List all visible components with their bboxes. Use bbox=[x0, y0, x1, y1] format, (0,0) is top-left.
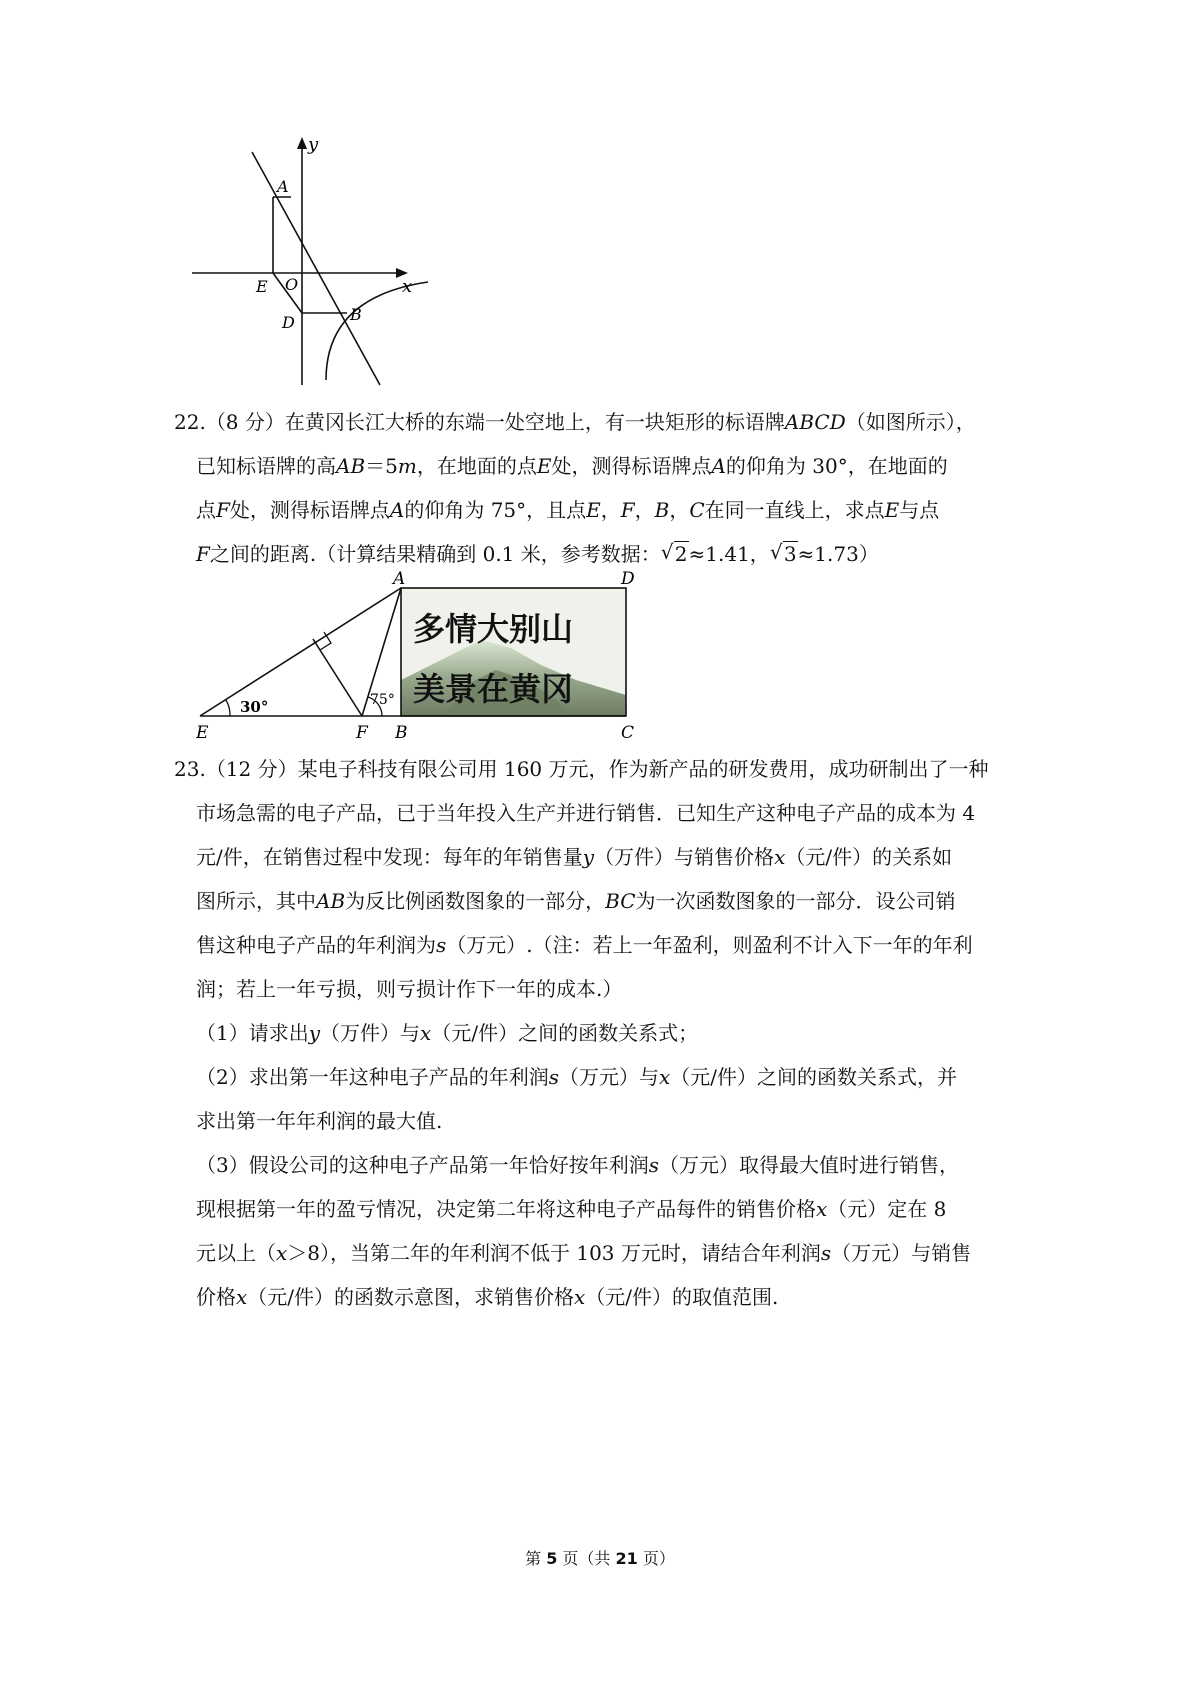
point-c-label: C bbox=[621, 723, 635, 743]
q23-line-1: 23.（12 分）某电子科技有限公司用 160 万元，作为新产品的研发费用，成功研制出了一种 bbox=[174, 757, 989, 781]
q23-line-4: 图所示，其中AB为反比例函数图象的一部分，BC为一次函数图象的一部分．设公司销 bbox=[196, 889, 956, 913]
coordinate-figure bbox=[190, 130, 430, 390]
point-b-label: B bbox=[395, 723, 408, 743]
billboard-figure bbox=[196, 570, 656, 745]
point-a-label: A bbox=[393, 570, 406, 589]
page-number: 5 bbox=[546, 1549, 558, 1568]
point-d-label: D bbox=[282, 313, 295, 332]
q23-part-2-line-2: 求出第一年年利润的最大值. bbox=[196, 1109, 443, 1133]
q23-part-3: （3）假设公司的这种电子产品第一年恰好按年利润s（万元）取得最大值时进行销售， bbox=[196, 1153, 959, 1177]
angle-30-label: 30° bbox=[240, 698, 269, 716]
q22-line-1: 22.（8 分）在黄冈长江大桥的东端一处空地上，有一块矩形的标语牌ABCD（如图所示）， bbox=[174, 410, 976, 434]
sign-line-1: 多情大别山 bbox=[413, 610, 574, 648]
x-axis-label: x bbox=[402, 276, 413, 297]
q23-line-3: 元/件，在销售过程中发现：每年的年销售量y（万件）与销售价格x（元/件）的关系如 bbox=[196, 845, 953, 869]
sqrt-symbol: √ 2 bbox=[661, 541, 689, 567]
page-footer: 第 5 页（共 21 页） bbox=[525, 1549, 675, 1568]
q22-line-3: 点F处，测得标语牌点A的仰角为 75°，且点E，F，B，C在同一直线上，求点E与点 bbox=[196, 498, 940, 522]
sign-line-2: 美景在黄冈 bbox=[413, 670, 574, 708]
point-f-label: F bbox=[356, 723, 368, 743]
q23-part-1: （1）请求出y（万件）与x（元/件）之间的函数关系式； bbox=[196, 1021, 699, 1045]
origin-label: O bbox=[285, 275, 299, 294]
point-b-label: B bbox=[350, 305, 362, 324]
total-pages: 21 bbox=[615, 1549, 638, 1568]
q23-part-3-line-2: 现根据第一年的盈亏情况，决定第二年将这种电子产品每件的销售价格x（元）定在 8 bbox=[196, 1197, 947, 1221]
q23-part-3-line-3: 元以上（x＞8），当第二年的年利润不低于 103 万元时，请结合年利润s（万元）与销售 bbox=[196, 1241, 972, 1265]
sqrt-symbol: √ 3 bbox=[770, 541, 798, 567]
q23-part-2: （2）求出第一年这种电子产品的年利润s（万元）与x（元/件）之间的函数关系式，并 bbox=[196, 1065, 958, 1089]
point-a-label: A bbox=[277, 177, 289, 196]
q23-line-6: 润；若上一年亏损，则亏损计作下一年的成本.） bbox=[196, 977, 623, 1001]
q23-part-3-line-4: 价格x（元/件）的函数示意图，求销售价格x（元/件）的取值范围. bbox=[196, 1285, 779, 1309]
q22-line-2: 已知标语牌的高AB＝5m，在地面的点E处，测得标语牌点A的仰角为 30°，在地面的 bbox=[196, 454, 948, 478]
angle-75-label: 75° bbox=[370, 692, 395, 708]
q23-line-5: 售这种电子产品的年利润为s（万元）.（注：若上一年盈利，则盈利不计入下一年的年利 bbox=[196, 933, 973, 957]
point-e-label: E bbox=[256, 277, 268, 296]
point-e-label: E bbox=[196, 723, 209, 743]
q23-line-2: 市场急需的电子产品，已于当年投入生产并进行销售．已知生产这种电子产品的成本为 4 bbox=[196, 801, 976, 825]
y-axis-label: y bbox=[308, 134, 319, 155]
point-d-label: D bbox=[621, 570, 635, 589]
q22-line-4: F之间的距离.（计算结果精确到 0.1 米，参考数据：√ 2≈1.41，√ 3≈1.73） bbox=[196, 541, 879, 567]
